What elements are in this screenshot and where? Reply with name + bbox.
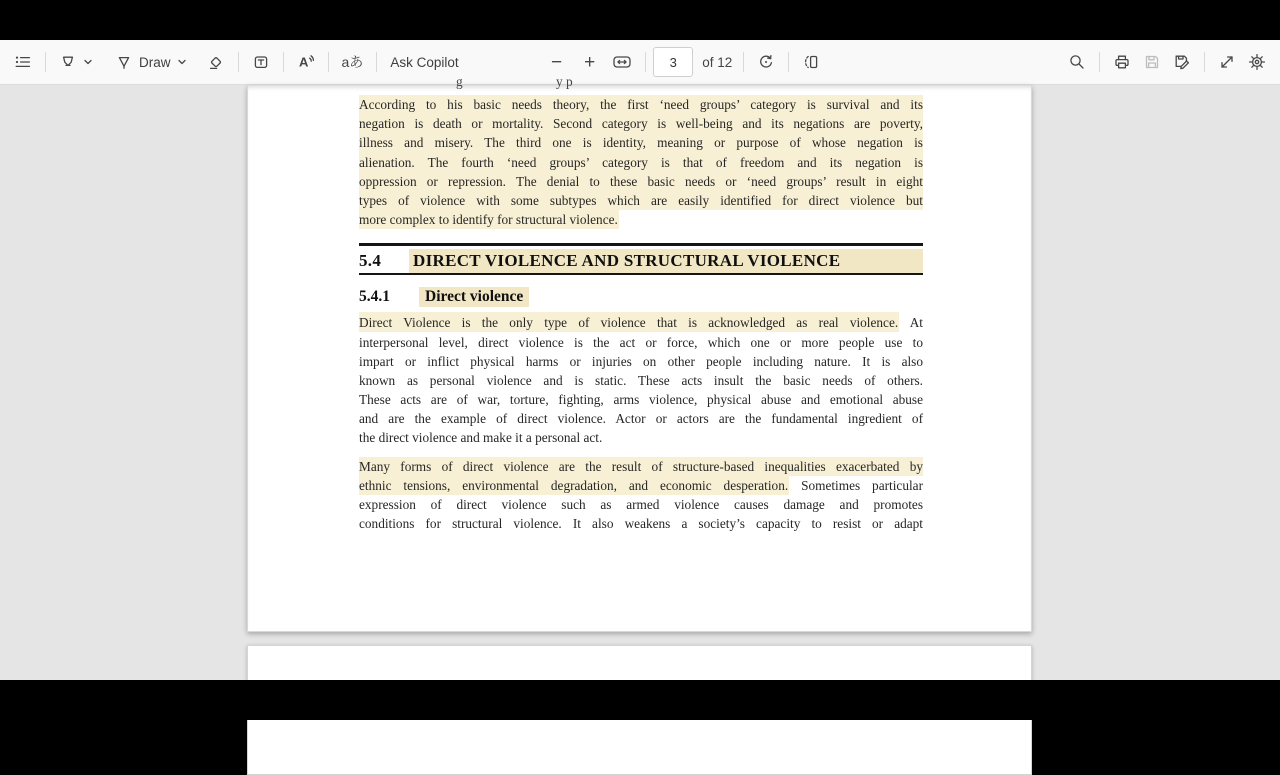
plain-text: These acts are of war, torture, fighting, arms violence, physical abuse and emotional abuse	[359, 392, 923, 408]
section-number: 5.4.1	[359, 288, 390, 306]
section-title: Direct violence	[419, 287, 529, 307]
page-count-label: of 12	[702, 54, 733, 70]
fit-to-width-icon	[612, 54, 632, 70]
clipped-text-line	[359, 74, 923, 95]
eraser-icon	[207, 53, 225, 71]
toolbar-right-group	[1062, 40, 1272, 84]
print-button[interactable]	[1107, 48, 1137, 76]
chevron-down-icon	[83, 57, 93, 67]
separator	[238, 52, 239, 72]
para-basic-needs	[359, 95, 923, 229]
separator	[788, 52, 789, 72]
highlight-tool-button[interactable]	[53, 48, 83, 76]
highlight-options-button[interactable]	[83, 52, 99, 72]
plain-text: interpersonal level, direct violence is the act or force, which one or more people use to	[359, 334, 923, 350]
text-line: negation is death or mortality. Second category is well-being and its negations are poverty,	[359, 114, 923, 133]
toolbar-left-group	[8, 40, 465, 84]
draw-label: Draw	[139, 54, 171, 70]
text-line	[359, 371, 923, 390]
erase-tool-button[interactable]	[201, 48, 231, 76]
highlighter-icon	[59, 53, 77, 71]
text-line: oppression or repression. The denial to these basic needs or ‘need groups’ result in eight	[359, 172, 923, 191]
rotate-button[interactable]	[751, 48, 781, 76]
clipped-text-fragment: g	[456, 74, 463, 89]
draw-tool-button[interactable]	[109, 48, 193, 76]
text-line	[359, 210, 923, 229]
text-line	[359, 390, 923, 409]
separator	[743, 52, 744, 72]
ask-copilot-button[interactable]	[384, 50, 464, 75]
text-line	[359, 333, 923, 352]
text-line: illness and misery. The third one is identity, meaning or purpose of whose negation is	[359, 133, 923, 152]
text-line	[359, 409, 923, 428]
clipped-text-fragment: y p	[556, 74, 573, 89]
page-content	[359, 74, 924, 533]
text-line: Many forms of direct violence are the result of structure-based inequalities exacerbated by	[359, 457, 923, 476]
settings-gear-icon	[1248, 53, 1266, 71]
para-many-forms	[359, 457, 923, 534]
read-aloud-button[interactable]	[291, 48, 321, 76]
plain-text: the direct violence and make it a personal act.	[359, 430, 603, 446]
read-aloud-icon	[297, 53, 315, 71]
text-line	[359, 352, 923, 371]
document-viewport[interactable]	[0, 74, 1280, 680]
save-as-icon	[1173, 53, 1191, 71]
add-text-icon	[252, 53, 270, 71]
save-icon	[1143, 53, 1161, 71]
bottom-letterbox	[0, 680, 1280, 720]
section-number: 5.4	[359, 251, 382, 271]
separator	[1099, 52, 1100, 72]
text-line: alienation. The fourth ‘need groups’ category is that of freedom and its negation is	[359, 153, 923, 172]
print-icon	[1113, 53, 1131, 71]
add-text-button[interactable]	[246, 48, 276, 76]
translate-button[interactable]	[336, 50, 370, 74]
zoom-out-icon: −	[551, 51, 563, 73]
plain-text: expression of direct violence such as armed violence causes damage and promotes	[359, 497, 923, 512]
table-of-contents-icon	[14, 53, 32, 71]
text-line	[359, 476, 923, 495]
zoom-in-icon: +	[584, 51, 596, 73]
section-heading	[359, 249, 923, 273]
plain-text: and are the example of direct violence. Actor or actors are the fundamental ingredient of	[359, 411, 923, 427]
para-direct-violence	[359, 313, 923, 447]
page-view-icon	[802, 53, 820, 71]
translate-icon: aあ	[341, 54, 364, 70]
pdf-toolbar	[0, 40, 1280, 85]
text-line	[359, 495, 923, 514]
text-line: According to his basic needs theory, the first ‘need groups’ category is survival and its	[359, 95, 923, 114]
section-heading	[359, 287, 923, 307]
separator	[45, 52, 46, 72]
page-view-button[interactable]	[796, 48, 826, 76]
search-icon	[1068, 53, 1086, 71]
fullscreen-icon	[1218, 53, 1236, 71]
text-line: types of violence with some subtypes which are easily identified for direct violence but	[359, 191, 923, 210]
rotate-icon	[757, 53, 775, 71]
separator	[283, 52, 284, 72]
search-button[interactable]	[1062, 48, 1092, 76]
separator	[328, 52, 329, 72]
zoom-in-button[interactable]	[573, 46, 606, 79]
plain-text: Sometimes particular	[789, 477, 924, 493]
pdf-page-3	[247, 74, 1032, 632]
ask-copilot-label: Ask Copilot	[390, 54, 459, 70]
section-rule	[359, 243, 923, 246]
section-rule	[359, 273, 923, 275]
table-of-contents-button[interactable]	[8, 48, 38, 76]
plain-text: impart or inflict physical harms or injuries on other people including nature. It is also	[359, 353, 923, 369]
top-letterbox	[0, 0, 1280, 40]
plain-text: known as personal violence and is static. These acts insult the basic needs of others.	[359, 372, 923, 388]
plain-text: conditions for structural violence. It also weakens a society’s capacity to resist or adapt	[359, 516, 923, 532]
text-line	[359, 428, 923, 447]
chevron-down-icon	[177, 57, 187, 67]
highlighted-text: Direct Violence is the only type of violence that is acknowledged as real violence.	[359, 312, 899, 332]
settings-button[interactable]	[1242, 48, 1272, 76]
highlighted-text: more complex to identify for structural violence.	[359, 209, 619, 229]
text-line	[359, 313, 923, 332]
save-button[interactable]	[1137, 48, 1167, 76]
highlighted-text: ethnic tensions, environmental degradation, and economic desperation.	[359, 475, 789, 495]
text-line	[359, 514, 923, 533]
svg-text:A: A	[298, 54, 308, 70]
page-number-input[interactable]	[653, 47, 693, 77]
save-as-button[interactable]	[1167, 48, 1197, 76]
toolbar-center-group	[540, 40, 826, 84]
separator	[376, 52, 377, 72]
fullscreen-button[interactable]	[1212, 48, 1242, 76]
section-title: DIRECT VIOLENCE AND STRUCTURAL VIOLENCE	[409, 249, 923, 273]
separator	[645, 52, 646, 72]
draw-pen-icon	[115, 53, 133, 71]
plain-text: At	[899, 315, 924, 331]
separator	[1204, 52, 1205, 72]
fit-to-width-button[interactable]	[606, 49, 638, 75]
